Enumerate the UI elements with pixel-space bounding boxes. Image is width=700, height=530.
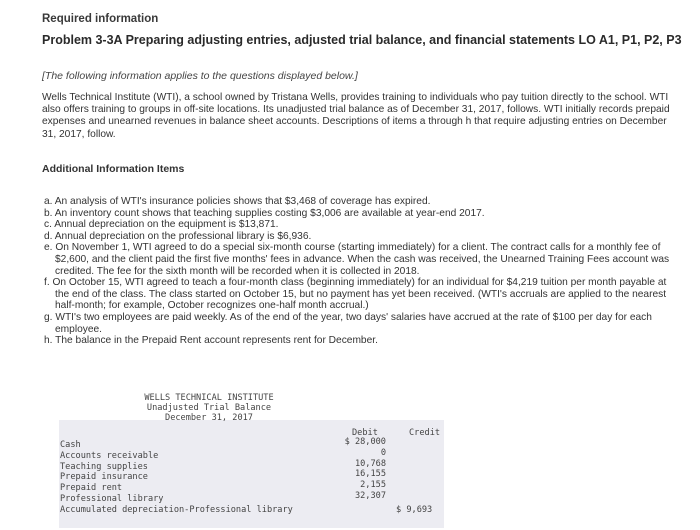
- debit-value: 32,307: [354, 490, 386, 501]
- item-a: a. An analysis of WTI's insurance policies shows that $3,468 of coverage has expired.: [44, 196, 431, 207]
- account-name: Prepaid rent: [60, 483, 123, 494]
- trial-balance-header: [59, 393, 489, 421]
- debit-value: 16,155: [354, 469, 386, 480]
- required-information-heading: Required information: [42, 13, 159, 25]
- intro-paragraph: Wells Technical Institute (WTI), a school owned by Tristana Wells, provides training to individuals who pay tuition directly to the school. WTI also offers training to groups in off-site locations. Its unadjusted trial balance as of December 31, 2017, follows. WTI initially records prepaid expenses and unearned revenues in balance sheet accounts. Descriptions of items a through h that require adjusting entries on December 31, 2017, follow.: [42, 92, 670, 140]
- trial-balance-date: December 31, 2017: [165, 413, 253, 423]
- item-c: c. Annual depreciation on the equipment is $13,871.: [44, 219, 279, 231]
- debit-value: 2,155: [360, 480, 386, 491]
- debit-values: [334, 437, 386, 513]
- account-names: [60, 440, 293, 516]
- problem-title: Problem 3-3A Preparing adjusting entries, adjusted trial balance, and financial statements LO A1, P1, P2, P3: [42, 33, 682, 47]
- item-h: h. The balance in the Prepaid Rent account represents rent for December.: [44, 335, 378, 347]
- item-d: d. Annual depreciation on the professional library is $6,936.: [44, 230, 312, 242]
- credit-value: $ 9,693: [396, 505, 433, 515]
- debit-value: 0: [380, 447, 386, 458]
- account-name: Prepaid insurance: [60, 472, 148, 483]
- credit-column-header: Credit: [409, 428, 441, 438]
- item-e: e. On November 1, WTI agreed to do a special six-month course (starting immediately) for a client. The contract calls for a monthly fee of $2,600, and the client paid the first five months' fees in advance. When the cash was received, the Unearned Training Fees account was credited. The fee for the sixth month will be recorded when it is collected in 2018.: [44, 242, 670, 277]
- account-name: Teaching supplies: [60, 461, 148, 472]
- debit-column-header: Debit: [352, 428, 378, 438]
- debit-value: [334, 502, 386, 513]
- account-name: Accounts receivable: [60, 450, 159, 461]
- account-name: Accumulated depreciation-Professional library: [60, 504, 293, 515]
- account-name: Cash: [60, 440, 81, 450]
- item-f: f. On October 15, WTI agreed to teach a four-month class (beginning immediately) for an individual for $4,219 tuition per month payable at the end of the class. The class started on October 15, but no payment has yet been received. (WTI's accruals are applied to the nearest half-month; for example, October recognizes one-half month accrual.): [44, 277, 667, 312]
- item-g: g. WTI's two employees are paid weekly. As of the end of the year, two days' salaries have accrued at the rate of $100 per day for each employee.: [44, 311, 652, 335]
- debit-value: 10,768: [354, 458, 386, 469]
- adjustment-items-list: [44, 196, 674, 347]
- trial-balance-company: WELLS TECHNICAL INSTITUTE: [144, 393, 274, 403]
- account-name: Professional library: [60, 493, 164, 504]
- debit-value: $ 28,000: [344, 437, 386, 447]
- additional-information-heading: Additional Information Items: [42, 163, 185, 175]
- trial-balance-title: Unadjusted Trial Balance: [146, 403, 272, 413]
- item-b: b. An inventory count shows that teaching supplies costing $3,006 are available at year-end 2017.: [44, 207, 485, 219]
- info-note: [The following information applies to the questions displayed below.]: [42, 70, 358, 82]
